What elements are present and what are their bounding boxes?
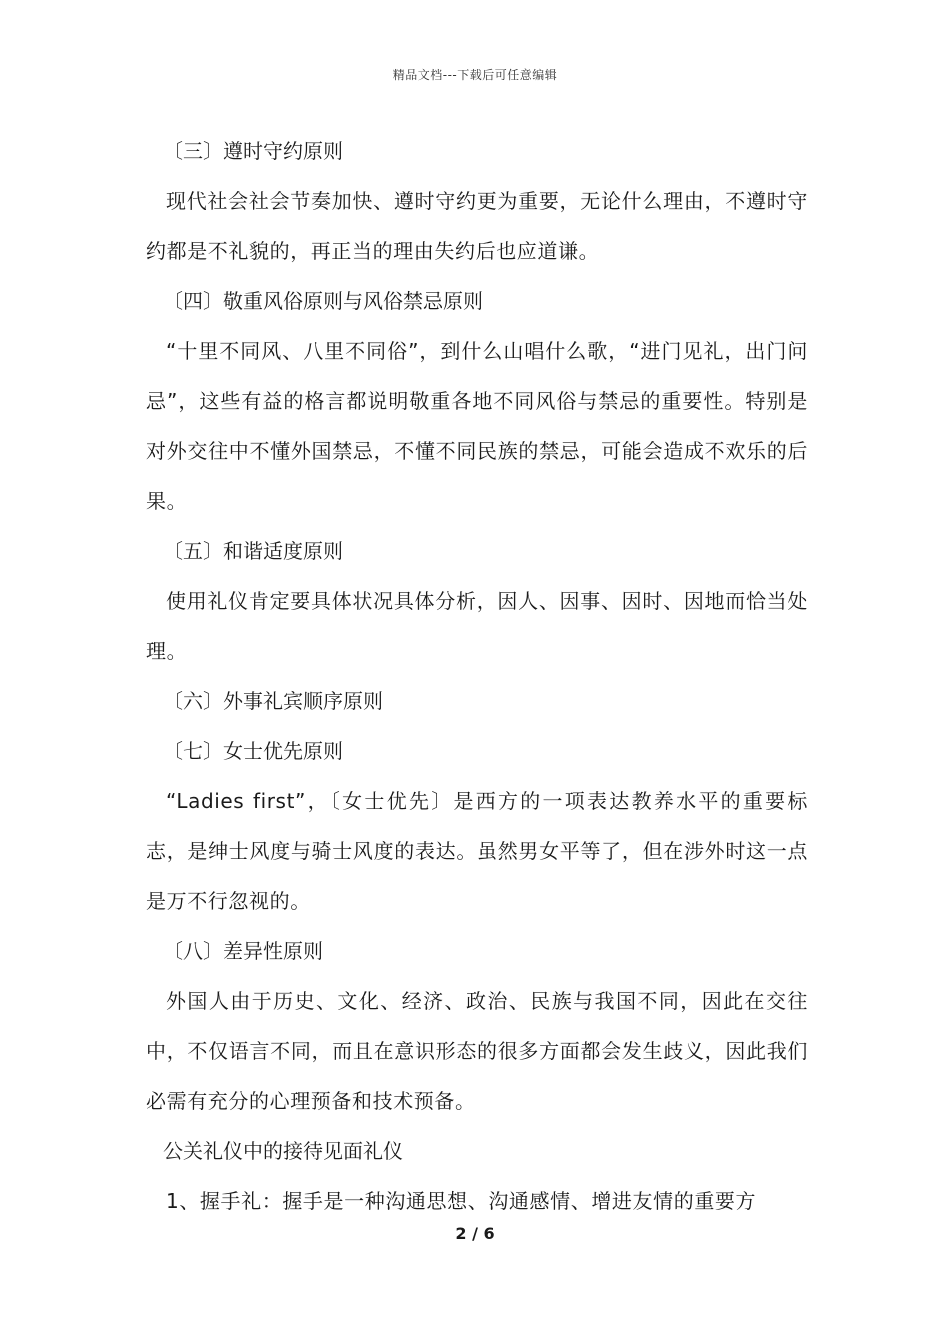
section-title-reception: 公关礼仪中的接待见面礼仪 — [163, 1139, 403, 1163]
paragraph-5: 使用礼仪肯定要具体状况具体分析，因人、因事、因时、因地而恰当处理。 — [146, 589, 808, 663]
section-heading-3: 〔三〕遵时守约原则 — [163, 139, 343, 163]
document-body — [146, 126, 808, 1226]
paragraph-handshake: 1、握手礼：握手是一种沟通思想、沟通感情、增进友情的重要方 — [166, 1189, 757, 1213]
paragraph-8: 外国人由于历史、文化、经济、政治、民族与我国不同，因此在交往中，不仅语言不同，而且在意识形态的很多方面都会发生歧义，因此我们必需有充分的心理预备和技术预备。 — [146, 989, 808, 1113]
section-heading-5: 〔五〕和谐适度原则 — [163, 539, 343, 563]
paragraph-7: “Ladies first”，〔女士优先〕是西方的一项表达教养水平的重要标志，是绅士风度与骑士风度的表达。虽然男女平等了，但在涉外时这一点是万不行忽视的。 — [146, 789, 808, 913]
page-header: 精品文档---下载后可任意编辑 — [392, 68, 558, 82]
section-heading-6: 〔六〕外事礼宾顺序原则 — [163, 689, 383, 713]
paragraph-3: 现代社会社会节奏加快、遵时守约更为重要，无论什么理由，不遵时守约都是不礼貌的，再正当的理由失约后也应道谦。 — [146, 189, 808, 263]
section-heading-8: 〔八〕差异性原则 — [163, 939, 323, 963]
section-heading-7: 〔七〕女士优先原则 — [163, 739, 343, 763]
paragraph-4: “十里不同风、八里不同俗”，到什么山唱什么歌，“进门见礼，出门问忌”，这些有益的格言都说明敬重各地不同风俗与禁忌的重要性。特别是对外交往中不懂外国禁忌，不懂不同民族的禁忌，可能会造成不欢乐的后果。 — [146, 339, 808, 513]
section-heading-4: 〔四〕敬重风俗原则与风俗禁忌原则 — [163, 289, 483, 313]
page-number: 2 / 6 — [455, 1224, 495, 1243]
